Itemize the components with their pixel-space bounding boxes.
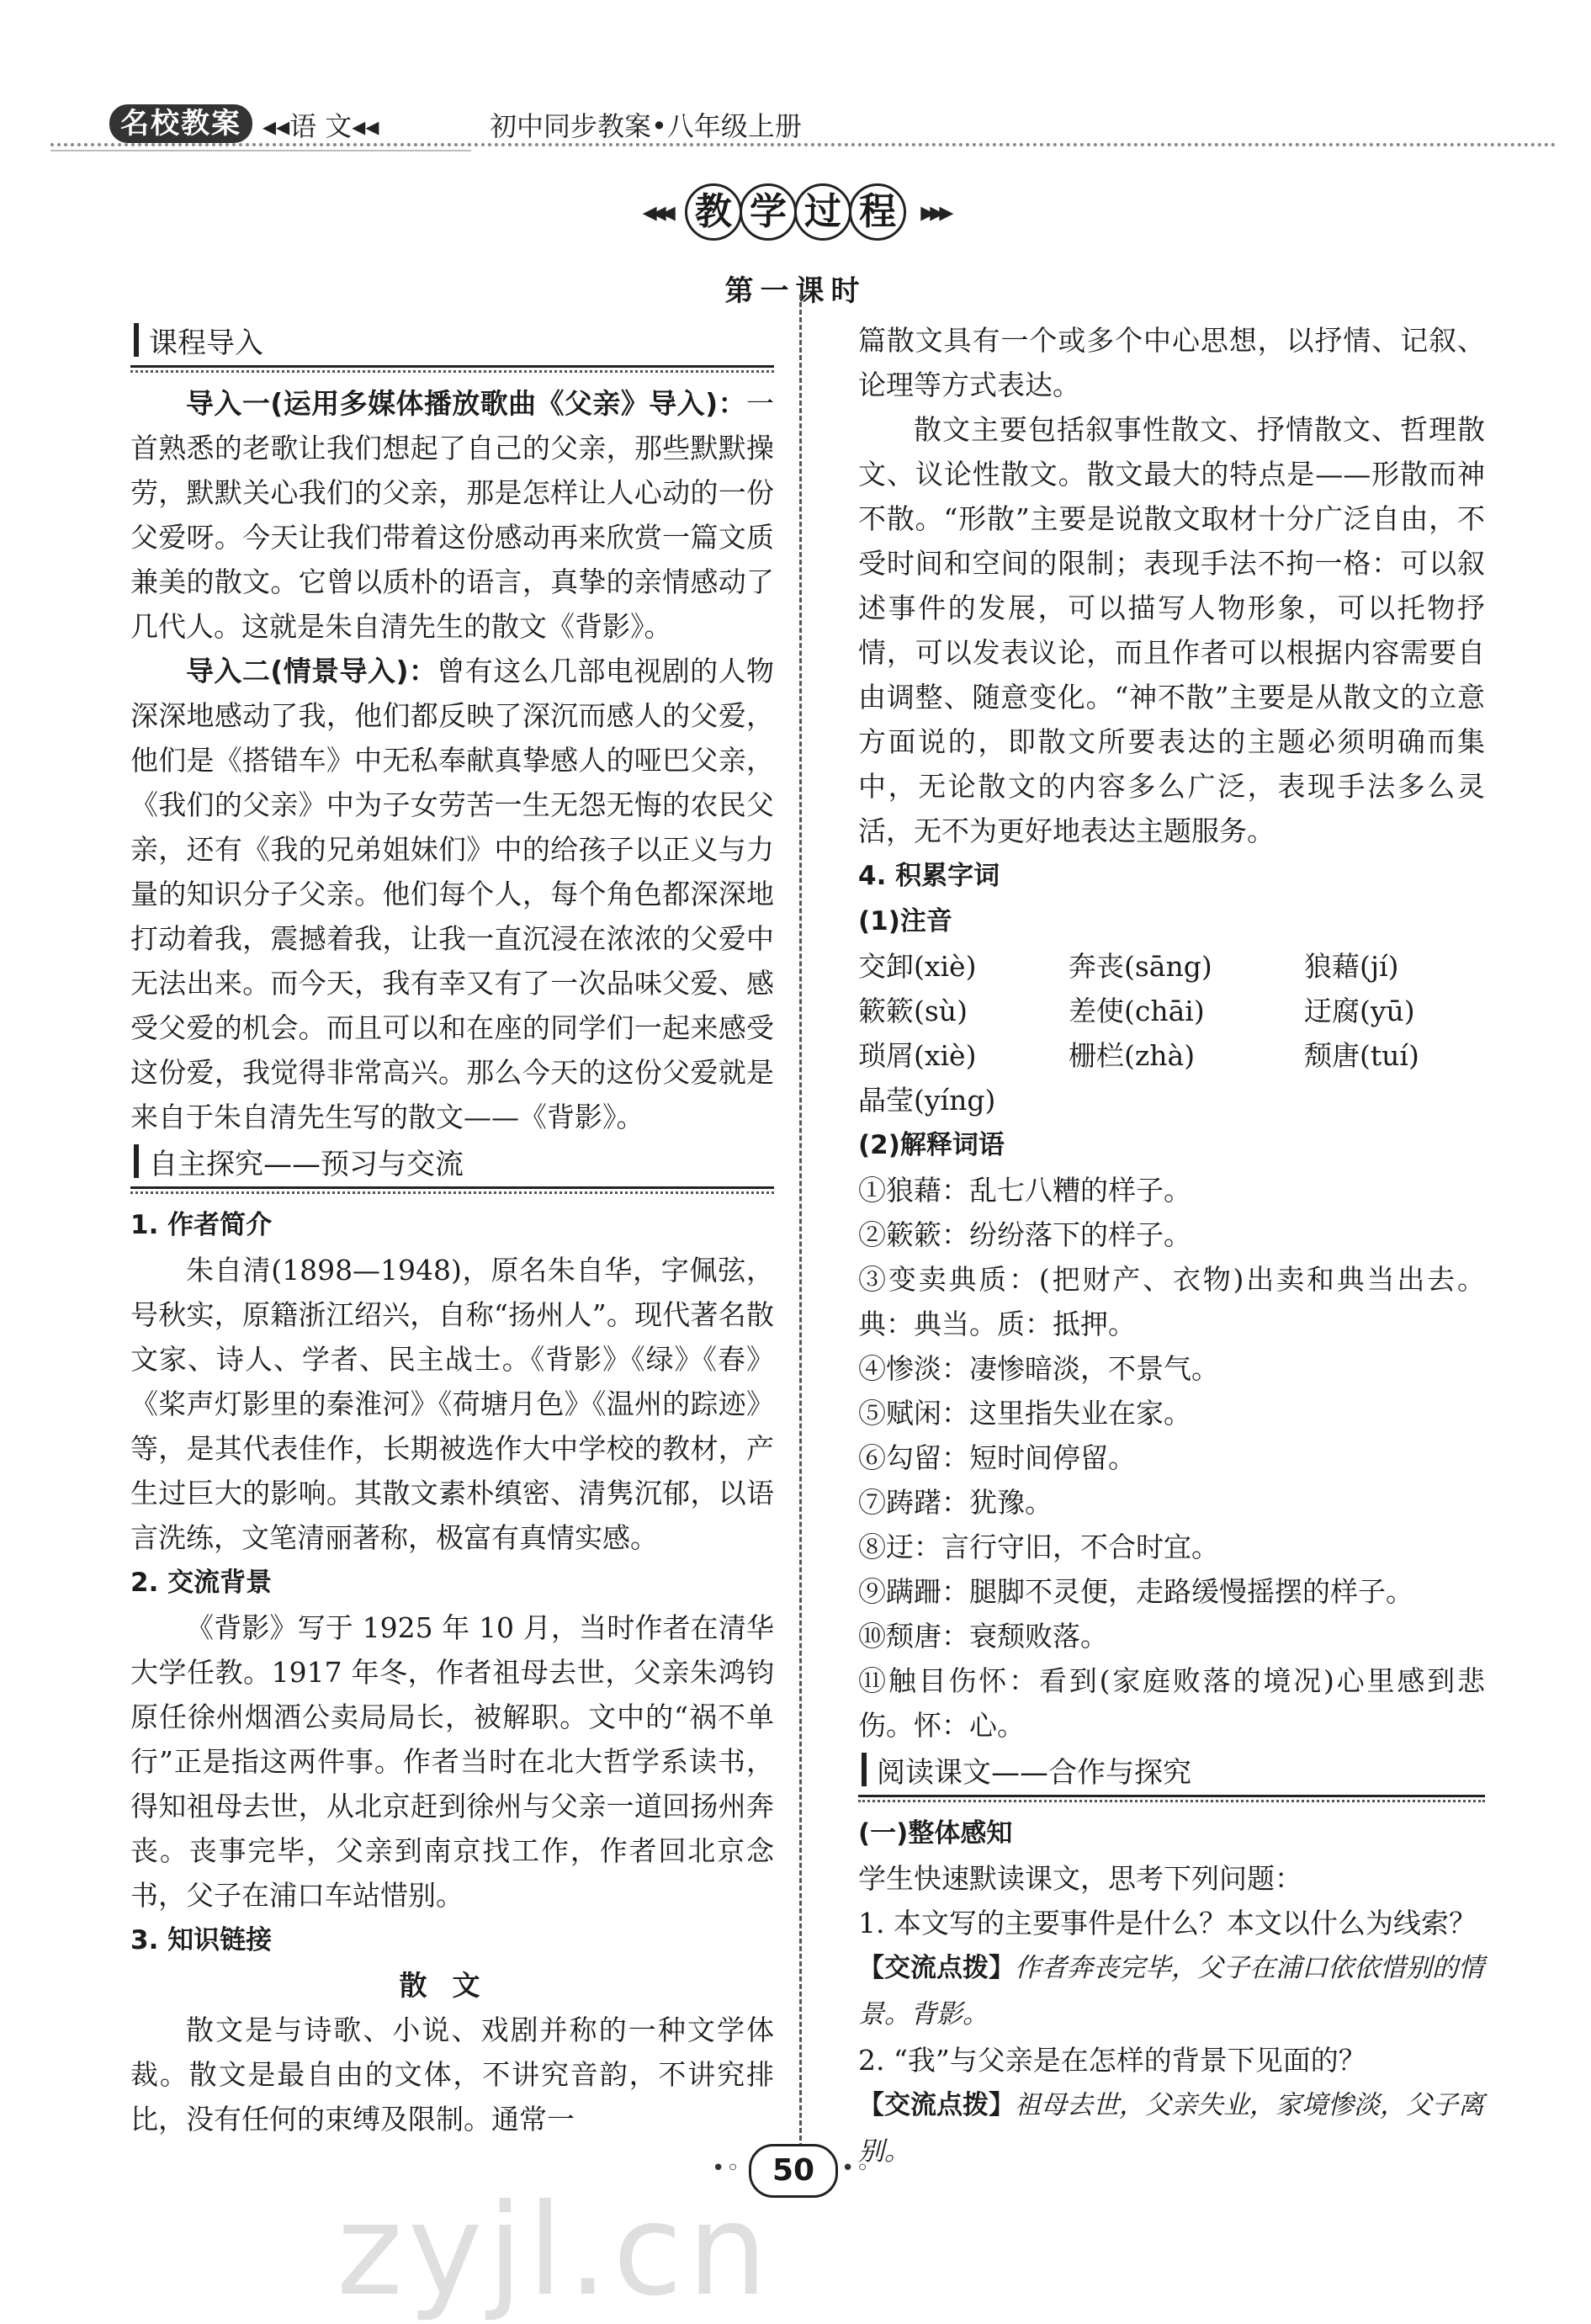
answer-2 — [858, 2083, 1485, 2175]
title-chars — [688, 183, 903, 241]
heading-pinyin: (1)注音 — [858, 906, 952, 936]
section-header-intro: 课程导入 — [130, 321, 774, 368]
section-title — [0, 183, 1591, 241]
definition-item: ⑥勾留：短时间停留。 — [858, 1441, 1136, 1474]
pinyin-item: 栅栏(zhà) — [1069, 1039, 1196, 1072]
pinyin-item: 奔丧(sāng) — [1069, 950, 1212, 983]
pinyin-item: 交卸(xiè) — [858, 950, 977, 983]
heading-knowledge: 3. 知识链接 — [130, 1925, 273, 1955]
section-header-self-study: 自主探究——预习与交流 — [130, 1143, 774, 1189]
intro-one — [130, 381, 774, 649]
definition-item: ⑦踌躇：犹豫。 — [858, 1486, 1053, 1519]
intro-two — [130, 649, 774, 1139]
question-1: 1. 本文写的主要事件是什么？本文以什么为线索？ — [858, 1907, 1477, 1939]
pinyin-item: 簌簌(sù) — [858, 995, 968, 1027]
column-divider — [799, 294, 802, 2171]
heading-author: 1. 作者简介 — [130, 1210, 273, 1240]
answer-2-text: 祖母去世，父亲失业，家境惨淡，父子离别。 — [858, 2090, 1484, 2167]
definition-item: ⑪触目伤怀：看到(家庭败落的境况)心里感到悲伤。怀：心。 — [858, 1664, 1485, 1742]
answer-1 — [858, 1945, 1485, 2038]
brand-badge: 名校教案 — [109, 104, 252, 143]
intro-one-text: 一首熟悉的老歌让我们想起了自己的父亲，那些默默操劳，默默关心我们的父亲，那是怎样让人心动的一份父爱呀。今天让我们带着这份感动再来欣赏一篇文质兼美的散文。它曾以质朴的语言，真挚的亲情感动了几代人。这就是朱自清先生的散文《背影》。 — [130, 387, 774, 643]
pinyin-item: 差使(chāi) — [1069, 995, 1205, 1027]
title-arrows-right: ▸▸▸ — [920, 195, 949, 229]
pinyin-item: 迂腐(yū) — [1304, 995, 1415, 1027]
subject-label: ◂◂语 文◂◂ — [263, 110, 379, 142]
definition-item: ①狼藉：乱七八糟的样子。 — [858, 1174, 1191, 1207]
watermark: zyjl.cn — [337, 2178, 773, 2324]
heading-background: 2. 交流背景 — [130, 1568, 273, 1598]
pinyin-item: 颓唐(tuí) — [1304, 1039, 1419, 1072]
header-rule-accent — [50, 150, 471, 151]
essay-paragraph-2: 散文主要包括叙事性散文、抒情散文、哲理散文、议论性散文。散文最大的特点是——形散而神不散。“形散”主要是说散文取材十分广泛自由，不受时间和空间的限制；表现手法不拘一格：可以叙述事件的发展，可以描写人物形象，可以托物抒情，可以发表议论，而且作者可以根据内容需要自由调整、随意变化。“神不散”主要是从散文的立意方面说的，即散文所要表达的主题必须明确而集中，无论散文的内容多么广泛，表现手法多么灵活，无不为更好地表达主题服务。 — [858, 413, 1485, 847]
page-dots-left: •◦ — [712, 2156, 741, 2181]
page-number: 50 — [749, 2144, 838, 2198]
essay-title: 散文 — [399, 1969, 506, 2002]
definition-item: ⑧迂：言行守旧，不合时宜。 — [858, 1531, 1219, 1563]
header-rule — [50, 143, 1557, 146]
definition-item: ③变卖典质：(把财产、衣物)出卖和典当出去。典：典当。质：抵押。 — [858, 1263, 1485, 1340]
essay-continuation: 篇散文具有一个或多个中心思想，以抒情、记叙、论理等方式表达。 — [858, 324, 1485, 401]
heading-overall: (一)整体感知 — [858, 1818, 1013, 1849]
answer-1-text: 作者奔丧完毕，父子在浦口依依惜别的情景。背影。 — [858, 1953, 1484, 2030]
definition-item: ②簌簌：纷纷落下的样子。 — [858, 1218, 1191, 1251]
definition-item: ⑩颓唐：衰颓败落。 — [858, 1620, 1108, 1653]
right-column — [858, 318, 1485, 2175]
left-column — [130, 318, 774, 2141]
tip-label: 【交流点拨】 — [858, 2090, 1015, 2120]
pinyin-item: 晶莹(yíng) — [858, 1084, 996, 1117]
book-title: 初中同步教案•八年级上册 — [490, 110, 802, 142]
pinyin-grid — [858, 944, 1485, 1122]
title-char: 程 — [849, 183, 906, 241]
intro-one-label: 导入一(运用多媒体播放歌曲《父亲》导入)： — [186, 387, 746, 420]
essay-paragraph-1: 散文是与诗歌、小说、戏剧并称的一种文学体裁。散文是最自由的文体，不讲究音韵，不讲究排比，没有任何的束缚及限制。通常一 — [130, 2014, 774, 2136]
heading-definitions: (2)解释词语 — [858, 1130, 1005, 1160]
question-2: 2. “我”与父亲是在怎样的背景下见面的？ — [858, 2044, 1366, 2077]
intro-two-text: 曾有这么几部电视剧的人物深深地感动了我，他们都反映了深沉而感人的父爱，他们是《搭错车》中无私奉献真挚感人的哑巴父亲，《我们的父亲》中为子女劳苦一生无怨无悔的农民父亲，还有《我的兄弟姐妹们》中的给孩子以正义与力量的知识分子父亲。他们每个人，每个角色都深深地打动着我，震撼着我，让我一直沉浸在浓浓的父爱中无法出来。而今天，我有幸又有了一次品味父爱、感受父爱的机会。而且可以和在座的同学们一起来感受这份爱，我觉得非常高兴。那么今天的这份父爱就是来自于朱自清先生写的散文——《背影》。 — [130, 655, 774, 1133]
title-char: 学 — [740, 183, 797, 241]
section-header-reading: 阅读课文——合作与探究 — [858, 1751, 1485, 1797]
pinyin-item: 琐屑(xiè) — [858, 1039, 977, 1072]
title-arrows-left: ◂◂◂ — [642, 195, 671, 229]
heading-vocab: 4. 积累字词 — [858, 861, 1000, 891]
page-dots-right: •◦ — [841, 2156, 871, 2181]
reading-instruction: 学生快速默读课文，思考下列问题： — [858, 1862, 1302, 1895]
definition-item: ⑨蹒跚：腿脚不灵便，走路缓慢摇摆的样子。 — [858, 1575, 1413, 1608]
background-text: 《背影》写于 1925 年 10 月，当时作者在清华大学任教。1917 年冬，作者祖母去世，父亲朱鸿钧原任徐州烟酒公卖局局长，被解职。文中的“祸不单行”正是指这两件事。作者当时在北大哲学系读书，得知祖母去世，从北京赶到徐州与父亲一道回扬州奔丧。丧事完毕，父亲到南京找工作，作者回北京念书，父子在浦口车站惜别。 — [130, 1611, 774, 1912]
intro-two-label: 导入二(情景导入)： — [186, 655, 438, 687]
tip-label: 【交流点拨】 — [858, 1953, 1015, 1983]
author-bio: 朱自清(1898—1948)，原名朱自华，字佩弦，号秋实，原籍浙江绍兴，自称“扬州人”。现代著名散文家、诗人、学者、民主战士。《背影》《绿》《春》《桨声灯影里的秦淮河》《荷塘月色》《温州的踪迹》等，是其代表佳作，长期被选作大中学校的教材，产生过巨大的影响。其散文素朴缜密、清隽沉郁，以语言洗练，文笔清丽著称，极富有真情实感。 — [130, 1254, 774, 1554]
title-char: 教 — [685, 183, 742, 241]
definition-item: ⑤赋闲：这里指失业在家。 — [858, 1397, 1191, 1430]
lesson-heading: 第一课时 — [724, 274, 867, 308]
definition-item: ④惨淡：凄惨暗淡，不景气。 — [858, 1352, 1219, 1385]
title-char: 过 — [794, 183, 851, 241]
pinyin-item: 狼藉(jí) — [1304, 950, 1399, 983]
